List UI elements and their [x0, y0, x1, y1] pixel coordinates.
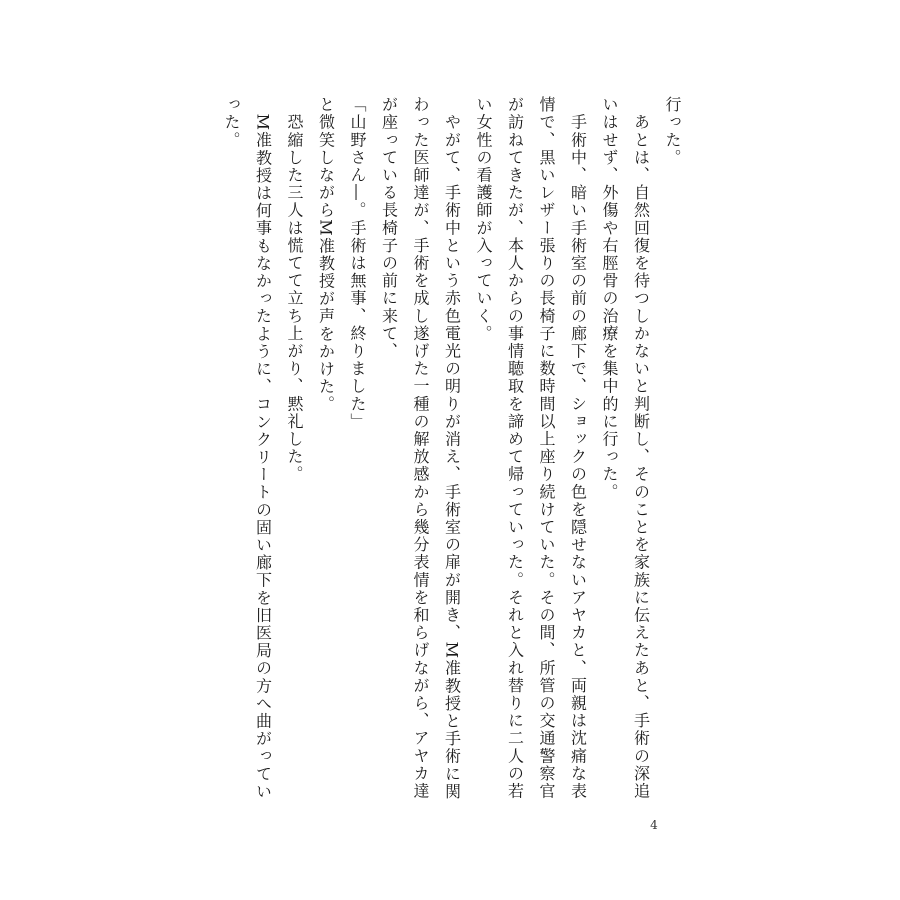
- text-line: M准教授は何事もなかったように、コンクリートの固い廊下を旧医局の方へ曲がってい: [253, 96, 273, 801]
- text-line: 情で、黒いレザー張りの長椅子に数時間以上座り続けていた。その間、所管の交通警察官: [537, 96, 556, 800]
- text-line: が訪ねてきたが、本人からの事情聴取を諦めて帰っていった。それと入れ替りに二人の若: [505, 96, 525, 800]
- text-line: わった医師達が、手術を成し遂げた一種の解放感から幾分表情を和らげながら、アヤカ達: [411, 96, 430, 800]
- text-line: 行った。: [663, 96, 682, 167]
- text-line: った。: [222, 96, 241, 149]
- text-line: 恐縮した三人は慌てて立ち上がり、黙礼した。: [285, 96, 304, 484]
- text-line: 手術中、暗い手術室の前の廊下で、ショックの色を隠せないアヤカと、両親は沈痛な表: [568, 96, 588, 800]
- text-line: 「山野さん―。手術は無事、終りました」: [348, 96, 367, 431]
- text-line: い女性の看護師が入っていく。: [474, 96, 493, 343]
- text-line: と微笑しながらM准教授が声をかけた。: [316, 96, 336, 414]
- text-line: あとは、自然回復を待つしかないと判断し、そのことを家族に伝えたあと、手術の深追: [631, 96, 651, 800]
- text-line: やがて、手術中という赤色電光の明りが消え、手術室の扉が開き、M准教授と手術に関: [442, 96, 462, 801]
- text-line: いはせず、外傷や右脛骨の治療を集中的に行った。: [600, 96, 619, 501]
- page-number: 4: [650, 818, 658, 832]
- text-line: が座っている長椅子の前に来て、: [379, 96, 399, 360]
- vertical-text-body: [216, 96, 689, 801]
